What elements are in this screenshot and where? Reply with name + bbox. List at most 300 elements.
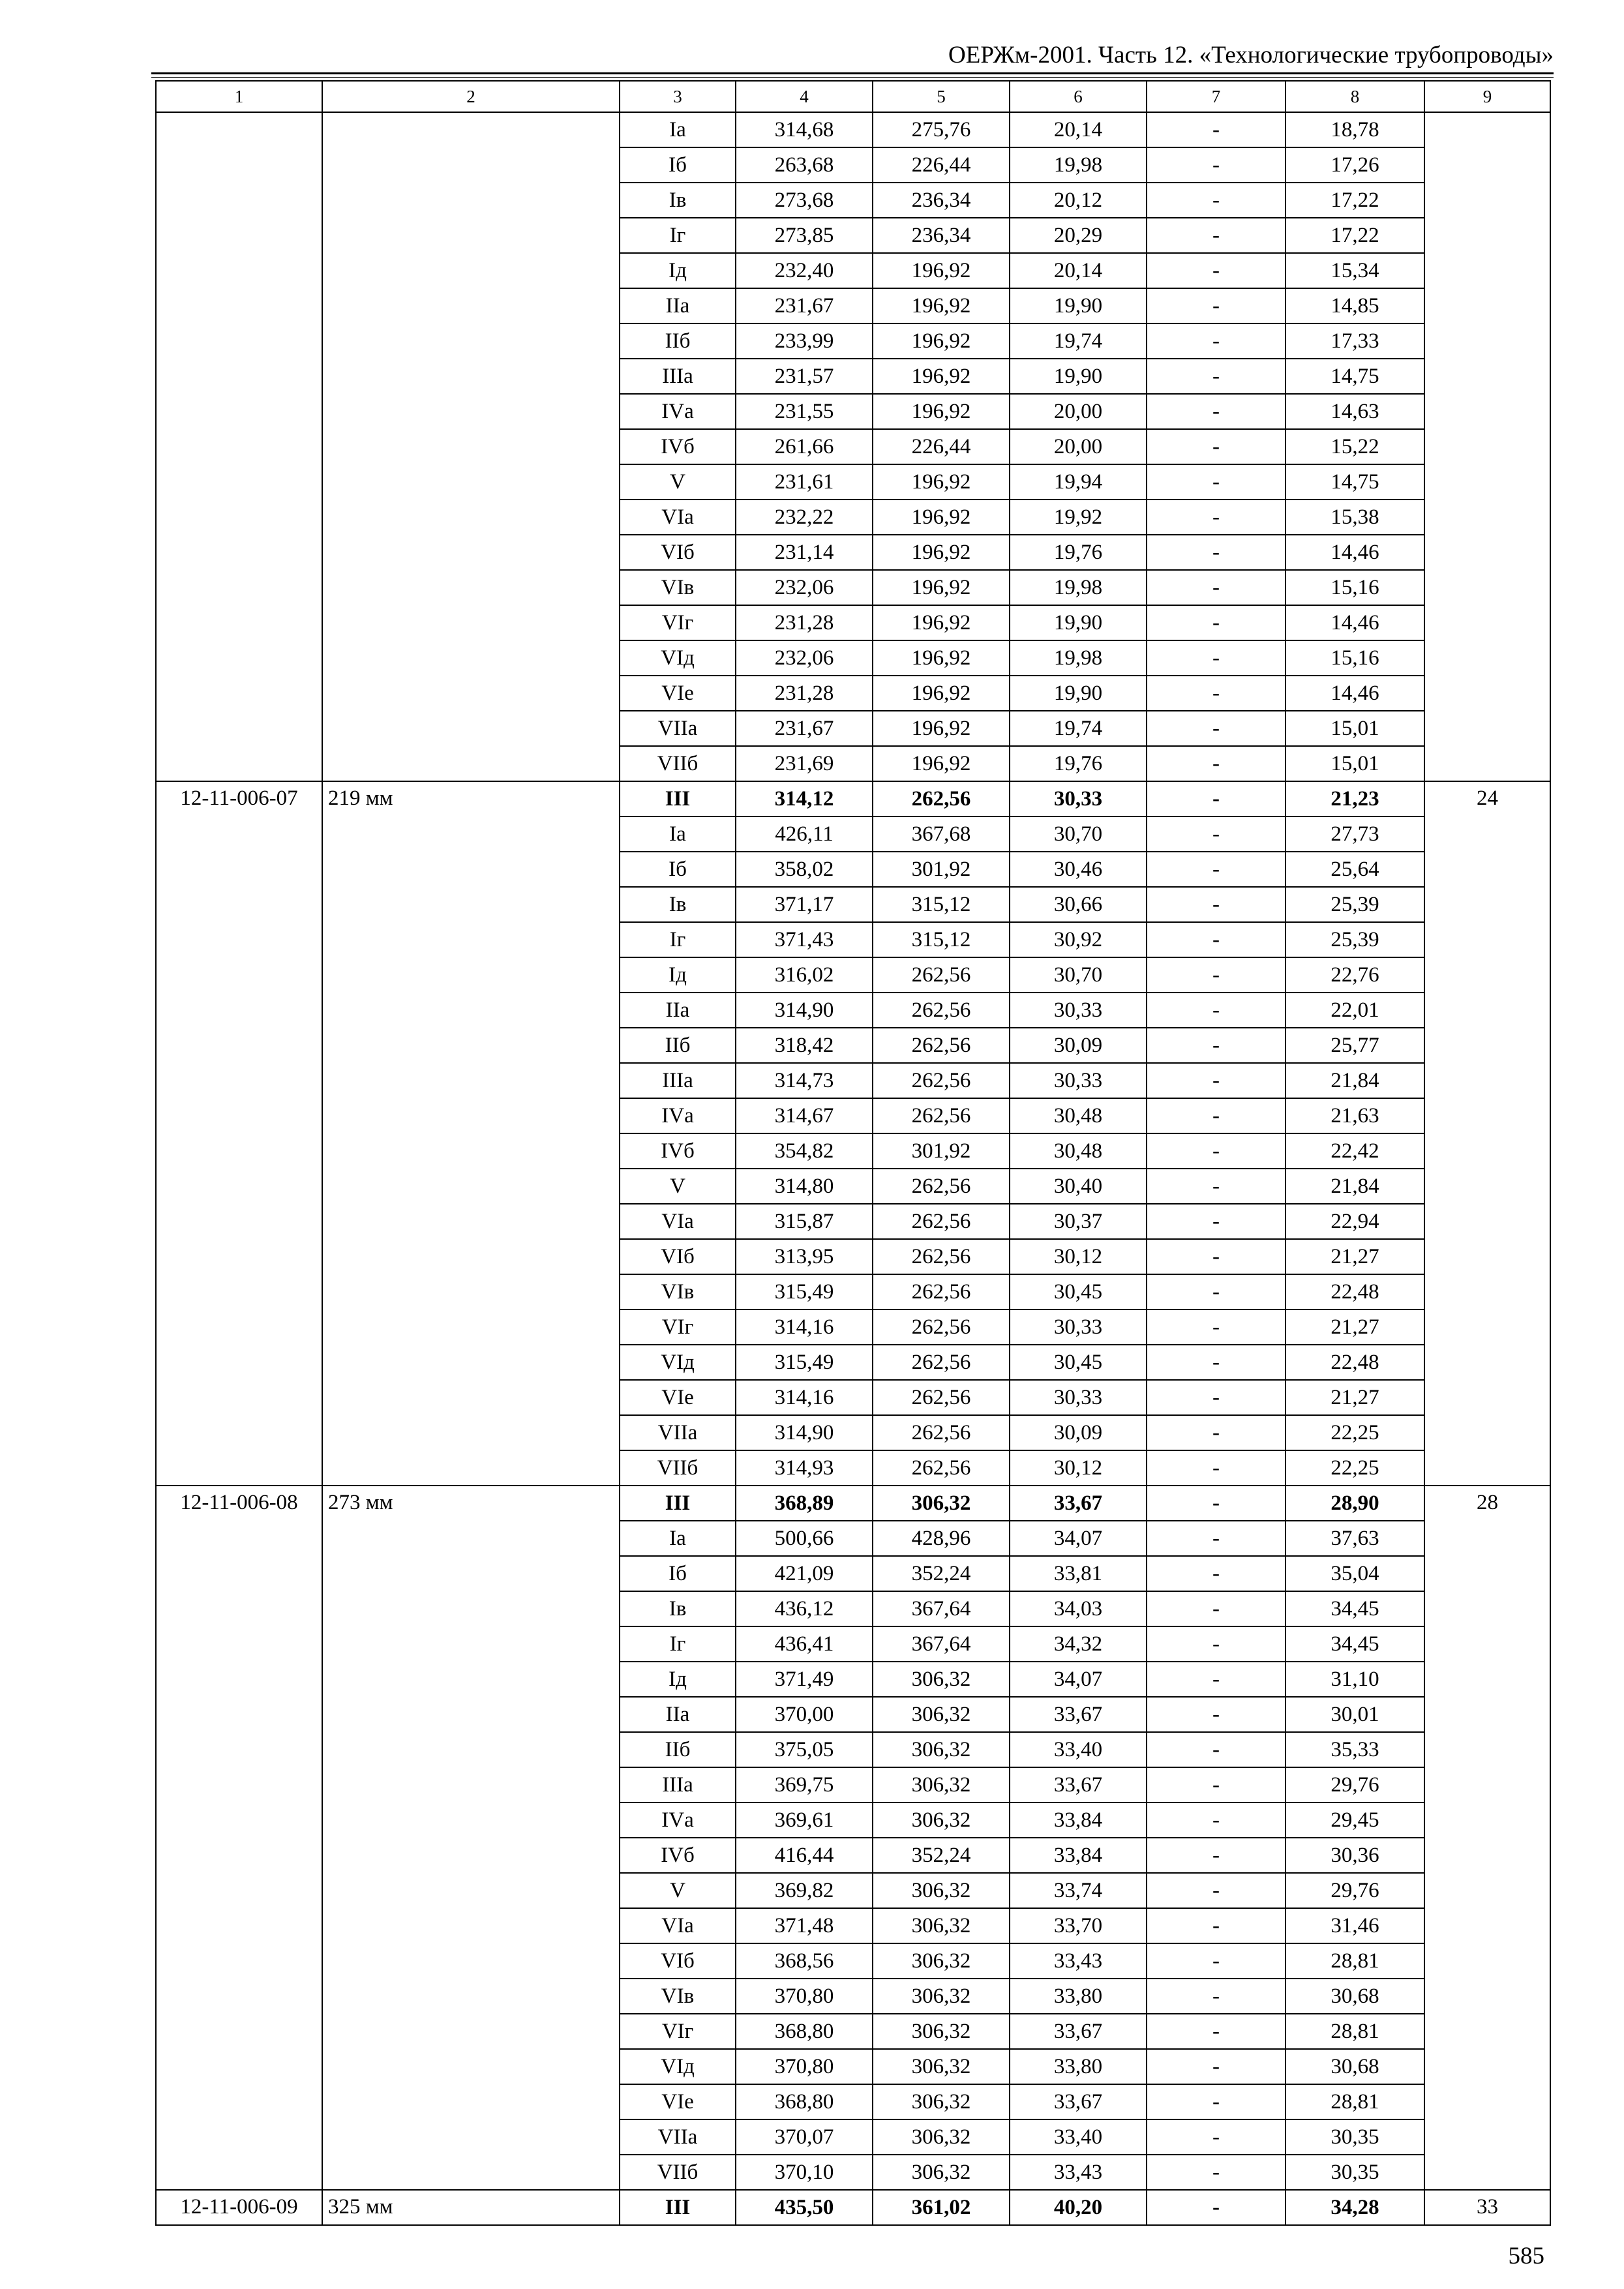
total-cost-cell: 314,80 — [736, 1169, 873, 1204]
machine-cost-cell: 20,14 — [1010, 253, 1147, 288]
rate-code-cell: 12-11-006-08 — [156, 1486, 322, 2190]
materials-cell: 21,27 — [1286, 1239, 1424, 1274]
category-cell: Iв — [620, 887, 736, 922]
materials-cell: 22,48 — [1286, 1345, 1424, 1380]
category-cell: VIд — [620, 2049, 736, 2084]
category-cell: III — [620, 781, 736, 816]
labor-cost-cell: 262,56 — [873, 993, 1010, 1028]
total-cost-cell: 436,12 — [736, 1591, 873, 1626]
machine-cost-cell: 30,33 — [1010, 993, 1147, 1028]
labor-cost-cell: 306,32 — [873, 1767, 1010, 1803]
total-cost-cell: 368,80 — [736, 2084, 873, 2119]
machine-cost-cell: 19,90 — [1010, 676, 1147, 711]
operator-wage-cell: - — [1147, 394, 1286, 429]
category-cell: VIе — [620, 676, 736, 711]
column-number: 6 — [1010, 81, 1147, 112]
machine-cost-cell: 19,98 — [1010, 147, 1147, 183]
category-cell: VIв — [620, 570, 736, 605]
labor-cost-cell: 196,92 — [873, 464, 1010, 500]
category-cell: VIб — [620, 1239, 736, 1274]
category-cell: VIг — [620, 2014, 736, 2049]
operator-wage-cell: - — [1147, 183, 1286, 218]
operator-wage-cell: - — [1147, 1803, 1286, 1838]
category-cell: VIб — [620, 535, 736, 570]
category-cell: III — [620, 1486, 736, 1521]
diameter-cell: 219 мм — [322, 781, 620, 1486]
category-cell: VIг — [620, 1309, 736, 1345]
materials-cell: 15,01 — [1286, 746, 1424, 781]
column-number-row — [156, 81, 1550, 112]
machine-cost-cell: 20,29 — [1010, 218, 1147, 253]
total-cost-cell: 370,10 — [736, 2155, 873, 2190]
labor-hours-cell: 28 — [1424, 1486, 1550, 2190]
machine-cost-cell: 30,33 — [1010, 1380, 1147, 1415]
category-cell: VIа — [620, 1908, 736, 1943]
category-cell: IIб — [620, 1732, 736, 1767]
category-cell: VIе — [620, 2084, 736, 2119]
operator-wage-cell: - — [1147, 1098, 1286, 1133]
materials-cell: 30,36 — [1286, 1838, 1424, 1873]
operator-wage-cell: - — [1147, 1838, 1286, 1873]
operator-wage-cell: - — [1147, 1415, 1286, 1450]
total-cost-cell: 369,61 — [736, 1803, 873, 1838]
category-cell: Iб — [620, 1556, 736, 1591]
materials-cell: 15,38 — [1286, 500, 1424, 535]
column-number: 4 — [736, 81, 873, 112]
total-cost-cell: 232,40 — [736, 253, 873, 288]
materials-cell: 30,68 — [1286, 1979, 1424, 2014]
total-cost-cell: 370,00 — [736, 1697, 873, 1732]
operator-wage-cell: - — [1147, 1239, 1286, 1274]
labor-cost-cell: 301,92 — [873, 852, 1010, 887]
category-cell: IIIа — [620, 359, 736, 394]
machine-cost-cell: 30,12 — [1010, 1239, 1147, 1274]
labor-cost-cell: 196,92 — [873, 605, 1010, 640]
running-header: ОЕРЖм-2001. Часть 12. «Технологические трубопроводы» — [948, 42, 1554, 68]
total-cost-cell: 231,55 — [736, 394, 873, 429]
materials-cell: 34,45 — [1286, 1591, 1424, 1626]
machine-cost-cell: 33,81 — [1010, 1556, 1147, 1591]
materials-cell: 21,84 — [1286, 1063, 1424, 1098]
labor-cost-cell: 352,24 — [873, 1838, 1010, 1873]
category-cell: IIб — [620, 323, 736, 359]
labor-cost-cell: 306,32 — [873, 2049, 1010, 2084]
labor-cost-cell: 306,32 — [873, 1732, 1010, 1767]
machine-cost-cell: 33,67 — [1010, 2084, 1147, 2119]
table-body — [156, 81, 1550, 2225]
operator-wage-cell: - — [1147, 1486, 1286, 1521]
category-cell: VIд — [620, 1345, 736, 1380]
machine-cost-cell: 33,84 — [1010, 1838, 1147, 1873]
materials-cell: 18,78 — [1286, 112, 1424, 147]
labor-cost-cell: 306,32 — [873, 1803, 1010, 1838]
total-cost-cell: 231,69 — [736, 746, 873, 781]
machine-cost-cell: 19,74 — [1010, 323, 1147, 359]
total-cost-cell: 273,85 — [736, 218, 873, 253]
labor-cost-cell: 306,32 — [873, 1662, 1010, 1697]
labor-cost-cell: 262,56 — [873, 1345, 1010, 1380]
materials-cell: 14,75 — [1286, 359, 1424, 394]
category-cell: VIIа — [620, 2119, 736, 2155]
category-cell: Iг — [620, 922, 736, 957]
rate-code-cell: 12-11-006-09 — [156, 2190, 322, 2225]
total-cost-cell: 232,06 — [736, 640, 873, 676]
materials-cell: 17,22 — [1286, 183, 1424, 218]
total-cost-cell: 370,80 — [736, 2049, 873, 2084]
total-cost-cell: 368,80 — [736, 2014, 873, 2049]
category-cell: Iб — [620, 147, 736, 183]
machine-cost-cell: 30,48 — [1010, 1133, 1147, 1169]
category-cell: Iв — [620, 1591, 736, 1626]
total-cost-cell: 314,67 — [736, 1098, 873, 1133]
labor-cost-cell: 262,56 — [873, 1239, 1010, 1274]
labor-cost-cell: 262,56 — [873, 1169, 1010, 1204]
category-cell: IIб — [620, 1028, 736, 1063]
category-cell: Iд — [620, 1662, 736, 1697]
category-cell: VIIб — [620, 2155, 736, 2190]
operator-wage-cell: - — [1147, 2155, 1286, 2190]
operator-wage-cell: - — [1147, 1028, 1286, 1063]
total-cost-cell: 370,07 — [736, 2119, 873, 2155]
total-cost-cell: 314,16 — [736, 1380, 873, 1415]
machine-cost-cell: 33,43 — [1010, 1943, 1147, 1979]
materials-cell: 30,35 — [1286, 2155, 1424, 2190]
category-cell: IVа — [620, 1803, 736, 1838]
operator-wage-cell: - — [1147, 993, 1286, 1028]
category-cell: IIа — [620, 1697, 736, 1732]
total-cost-cell: 314,68 — [736, 112, 873, 147]
operator-wage-cell: - — [1147, 1697, 1286, 1732]
labor-cost-cell: 196,92 — [873, 676, 1010, 711]
machine-cost-cell: 30,48 — [1010, 1098, 1147, 1133]
total-cost-cell: 370,80 — [736, 1979, 873, 2014]
category-cell: VIа — [620, 1204, 736, 1239]
table-row — [156, 781, 1550, 816]
operator-wage-cell: - — [1147, 1521, 1286, 1556]
materials-cell: 15,22 — [1286, 429, 1424, 464]
labor-cost-cell: 262,56 — [873, 1028, 1010, 1063]
total-cost-cell: 500,66 — [736, 1521, 873, 1556]
total-cost-cell: 314,90 — [736, 1415, 873, 1450]
operator-wage-cell: - — [1147, 147, 1286, 183]
operator-wage-cell: - — [1147, 1908, 1286, 1943]
labor-cost-cell: 236,34 — [873, 183, 1010, 218]
machine-cost-cell: 19,76 — [1010, 535, 1147, 570]
operator-wage-cell: - — [1147, 253, 1286, 288]
total-cost-cell: 375,05 — [736, 1732, 873, 1767]
total-cost-cell: 354,82 — [736, 1133, 873, 1169]
machine-cost-cell: 19,74 — [1010, 711, 1147, 746]
labor-cost-cell: 306,32 — [873, 1943, 1010, 1979]
table-row — [156, 1486, 1550, 1521]
materials-cell: 14,63 — [1286, 394, 1424, 429]
labor-cost-cell: 262,56 — [873, 1274, 1010, 1309]
labor-cost-cell: 196,92 — [873, 253, 1010, 288]
category-cell: VIIа — [620, 711, 736, 746]
category-cell: IIа — [620, 288, 736, 323]
materials-cell: 21,23 — [1286, 781, 1424, 816]
labor-cost-cell: 262,56 — [873, 1098, 1010, 1133]
category-cell: VIIб — [620, 746, 736, 781]
column-number: 2 — [322, 81, 620, 112]
total-cost-cell: 436,41 — [736, 1626, 873, 1662]
diameter-cell: 325 мм — [322, 2190, 620, 2225]
operator-wage-cell: - — [1147, 2084, 1286, 2119]
category-cell: IVб — [620, 429, 736, 464]
operator-wage-cell: - — [1147, 1767, 1286, 1803]
materials-cell: 28,90 — [1286, 1486, 1424, 1521]
machine-cost-cell: 40,20 — [1010, 2190, 1147, 2225]
machine-cost-cell: 33,40 — [1010, 2119, 1147, 2155]
materials-cell: 35,33 — [1286, 1732, 1424, 1767]
header-rule-thick — [151, 72, 1554, 74]
operator-wage-cell: - — [1147, 887, 1286, 922]
materials-cell: 14,46 — [1286, 535, 1424, 570]
materials-cell: 34,45 — [1286, 1626, 1424, 1662]
total-cost-cell: 371,17 — [736, 887, 873, 922]
total-cost-cell: 371,48 — [736, 1908, 873, 1943]
category-cell: IIIа — [620, 1767, 736, 1803]
materials-cell: 22,76 — [1286, 957, 1424, 993]
machine-cost-cell: 33,43 — [1010, 2155, 1147, 2190]
operator-wage-cell: - — [1147, 1133, 1286, 1169]
total-cost-cell: 232,22 — [736, 500, 873, 535]
operator-wage-cell: - — [1147, 2190, 1286, 2225]
operator-wage-cell: - — [1147, 218, 1286, 253]
machine-cost-cell: 30,46 — [1010, 852, 1147, 887]
machine-cost-cell: 30,66 — [1010, 887, 1147, 922]
machine-cost-cell: 34,32 — [1010, 1626, 1147, 1662]
materials-cell: 25,39 — [1286, 887, 1424, 922]
machine-cost-cell: 33,67 — [1010, 1767, 1147, 1803]
materials-cell: 34,28 — [1286, 2190, 1424, 2225]
machine-cost-cell: 33,40 — [1010, 1732, 1147, 1767]
labor-cost-cell: 306,32 — [873, 1486, 1010, 1521]
materials-cell: 14,85 — [1286, 288, 1424, 323]
total-cost-cell: 368,89 — [736, 1486, 873, 1521]
operator-wage-cell: - — [1147, 1309, 1286, 1345]
labor-cost-cell: 262,56 — [873, 1204, 1010, 1239]
category-cell: VIIб — [620, 1450, 736, 1486]
operator-wage-cell: - — [1147, 570, 1286, 605]
labor-cost-cell: 196,92 — [873, 535, 1010, 570]
labor-cost-cell: 196,92 — [873, 640, 1010, 676]
materials-cell: 21,63 — [1286, 1098, 1424, 1133]
category-cell: Iв — [620, 183, 736, 218]
total-cost-cell: 231,67 — [736, 288, 873, 323]
category-cell: V — [620, 1169, 736, 1204]
total-cost-cell: 314,90 — [736, 993, 873, 1028]
operator-wage-cell: - — [1147, 676, 1286, 711]
operator-wage-cell: - — [1147, 711, 1286, 746]
machine-cost-cell: 20,14 — [1010, 112, 1147, 147]
materials-cell: 14,46 — [1286, 676, 1424, 711]
category-cell: IVа — [620, 1098, 736, 1133]
labor-cost-cell: 262,56 — [873, 957, 1010, 993]
machine-cost-cell: 30,33 — [1010, 1063, 1147, 1098]
materials-cell: 15,34 — [1286, 253, 1424, 288]
labor-cost-cell: 226,44 — [873, 429, 1010, 464]
labor-cost-cell: 196,92 — [873, 746, 1010, 781]
total-cost-cell: 371,43 — [736, 922, 873, 957]
machine-cost-cell: 33,74 — [1010, 1873, 1147, 1908]
operator-wage-cell: - — [1147, 852, 1286, 887]
labor-cost-cell: 196,92 — [873, 323, 1010, 359]
total-cost-cell: 231,14 — [736, 535, 873, 570]
materials-cell: 25,64 — [1286, 852, 1424, 887]
total-cost-cell: 231,28 — [736, 676, 873, 711]
machine-cost-cell: 33,80 — [1010, 2049, 1147, 2084]
labor-cost-cell: 306,32 — [873, 2084, 1010, 2119]
machine-cost-cell: 30,09 — [1010, 1028, 1147, 1063]
operator-wage-cell: - — [1147, 323, 1286, 359]
machine-cost-cell: 19,76 — [1010, 746, 1147, 781]
materials-cell: 14,75 — [1286, 464, 1424, 500]
machine-cost-cell: 30,70 — [1010, 957, 1147, 993]
materials-cell: 25,39 — [1286, 922, 1424, 957]
operator-wage-cell: - — [1147, 2014, 1286, 2049]
category-cell: Iд — [620, 957, 736, 993]
operator-wage-cell: - — [1147, 429, 1286, 464]
machine-cost-cell: 19,98 — [1010, 640, 1147, 676]
operator-wage-cell: - — [1147, 1732, 1286, 1767]
materials-cell: 22,25 — [1286, 1450, 1424, 1486]
labor-cost-cell: 352,24 — [873, 1556, 1010, 1591]
machine-cost-cell: 30,70 — [1010, 816, 1147, 852]
materials-cell: 30,35 — [1286, 2119, 1424, 2155]
total-cost-cell: 233,99 — [736, 323, 873, 359]
labor-cost-cell: 196,92 — [873, 711, 1010, 746]
category-cell: Iг — [620, 218, 736, 253]
labor-cost-cell: 361,02 — [873, 2190, 1010, 2225]
category-cell: Iг — [620, 1626, 736, 1662]
machine-cost-cell: 34,07 — [1010, 1662, 1147, 1697]
total-cost-cell: 231,61 — [736, 464, 873, 500]
category-cell: Iа — [620, 1521, 736, 1556]
total-cost-cell: 315,87 — [736, 1204, 873, 1239]
total-cost-cell: 416,44 — [736, 1838, 873, 1873]
category-cell: Iа — [620, 816, 736, 852]
labor-cost-cell: 236,34 — [873, 218, 1010, 253]
header-rule-thin — [151, 77, 1554, 78]
machine-cost-cell: 33,67 — [1010, 1697, 1147, 1732]
operator-wage-cell: - — [1147, 957, 1286, 993]
operator-wage-cell: - — [1147, 1380, 1286, 1415]
diameter-cell: 273 мм — [322, 1486, 620, 2190]
materials-cell: 27,73 — [1286, 816, 1424, 852]
price-table — [155, 80, 1551, 2226]
materials-cell: 22,48 — [1286, 1274, 1424, 1309]
labor-cost-cell: 262,56 — [873, 1063, 1010, 1098]
labor-cost-cell: 315,12 — [873, 887, 1010, 922]
operator-wage-cell: - — [1147, 605, 1286, 640]
total-cost-cell: 316,02 — [736, 957, 873, 993]
column-number: 7 — [1147, 81, 1286, 112]
operator-wage-cell: - — [1147, 1345, 1286, 1380]
operator-wage-cell: - — [1147, 2049, 1286, 2084]
materials-cell: 22,94 — [1286, 1204, 1424, 1239]
labor-hours-cell: 33 — [1424, 2190, 1550, 2225]
machine-cost-cell: 30,45 — [1010, 1274, 1147, 1309]
machine-cost-cell: 20,12 — [1010, 183, 1147, 218]
rate-code-cell — [156, 112, 322, 781]
column-number: 3 — [620, 81, 736, 112]
labor-cost-cell: 367,64 — [873, 1591, 1010, 1626]
total-cost-cell: 314,12 — [736, 781, 873, 816]
total-cost-cell: 232,06 — [736, 570, 873, 605]
operator-wage-cell: - — [1147, 1662, 1286, 1697]
total-cost-cell: 358,02 — [736, 852, 873, 887]
category-cell: IVб — [620, 1133, 736, 1169]
operator-wage-cell: - — [1147, 2119, 1286, 2155]
total-cost-cell: 263,68 — [736, 147, 873, 183]
total-cost-cell: 369,75 — [736, 1767, 873, 1803]
machine-cost-cell: 33,84 — [1010, 1803, 1147, 1838]
operator-wage-cell: - — [1147, 816, 1286, 852]
materials-cell: 17,22 — [1286, 218, 1424, 253]
labor-cost-cell: 306,32 — [873, 1908, 1010, 1943]
operator-wage-cell: - — [1147, 746, 1286, 781]
labor-hours-cell: 24 — [1424, 781, 1550, 1486]
table-row — [156, 112, 1550, 147]
materials-cell: 15,16 — [1286, 570, 1424, 605]
total-cost-cell: 318,42 — [736, 1028, 873, 1063]
materials-cell: 28,81 — [1286, 1943, 1424, 1979]
category-cell: III — [620, 2190, 736, 2225]
total-cost-cell: 273,68 — [736, 183, 873, 218]
category-cell: VIа — [620, 500, 736, 535]
labor-cost-cell: 196,92 — [873, 394, 1010, 429]
labor-cost-cell: 306,32 — [873, 2155, 1010, 2190]
labor-cost-cell: 196,92 — [873, 359, 1010, 394]
operator-wage-cell: - — [1147, 922, 1286, 957]
labor-cost-cell: 306,32 — [873, 1873, 1010, 1908]
materials-cell: 22,42 — [1286, 1133, 1424, 1169]
category-cell: VIв — [620, 1979, 736, 2014]
materials-cell: 14,46 — [1286, 605, 1424, 640]
materials-cell: 29,76 — [1286, 1767, 1424, 1803]
materials-cell: 15,01 — [1286, 711, 1424, 746]
labor-cost-cell: 367,68 — [873, 816, 1010, 852]
machine-cost-cell: 30,37 — [1010, 1204, 1147, 1239]
machine-cost-cell: 30,33 — [1010, 1309, 1147, 1345]
machine-cost-cell: 19,98 — [1010, 570, 1147, 605]
category-cell: IIа — [620, 993, 736, 1028]
machine-cost-cell: 20,00 — [1010, 429, 1147, 464]
operator-wage-cell: - — [1147, 1556, 1286, 1591]
materials-cell: 28,81 — [1286, 2014, 1424, 2049]
total-cost-cell: 313,95 — [736, 1239, 873, 1274]
labor-cost-cell: 262,56 — [873, 1450, 1010, 1486]
operator-wage-cell: - — [1147, 1450, 1286, 1486]
total-cost-cell: 371,49 — [736, 1662, 873, 1697]
machine-cost-cell: 30,33 — [1010, 781, 1147, 816]
total-cost-cell: 421,09 — [736, 1556, 873, 1591]
machine-cost-cell: 33,67 — [1010, 1486, 1147, 1521]
total-cost-cell: 315,49 — [736, 1274, 873, 1309]
operator-wage-cell: - — [1147, 1169, 1286, 1204]
labor-cost-cell: 262,56 — [873, 1380, 1010, 1415]
labor-cost-cell: 306,32 — [873, 2119, 1010, 2155]
labor-cost-cell: 428,96 — [873, 1521, 1010, 1556]
diameter-cell — [322, 112, 620, 781]
total-cost-cell: 261,66 — [736, 429, 873, 464]
labor-cost-cell: 306,32 — [873, 1697, 1010, 1732]
machine-cost-cell: 30,92 — [1010, 922, 1147, 957]
operator-wage-cell: - — [1147, 535, 1286, 570]
page-number: 585 — [1508, 2243, 1544, 2269]
materials-cell: 15,16 — [1286, 640, 1424, 676]
